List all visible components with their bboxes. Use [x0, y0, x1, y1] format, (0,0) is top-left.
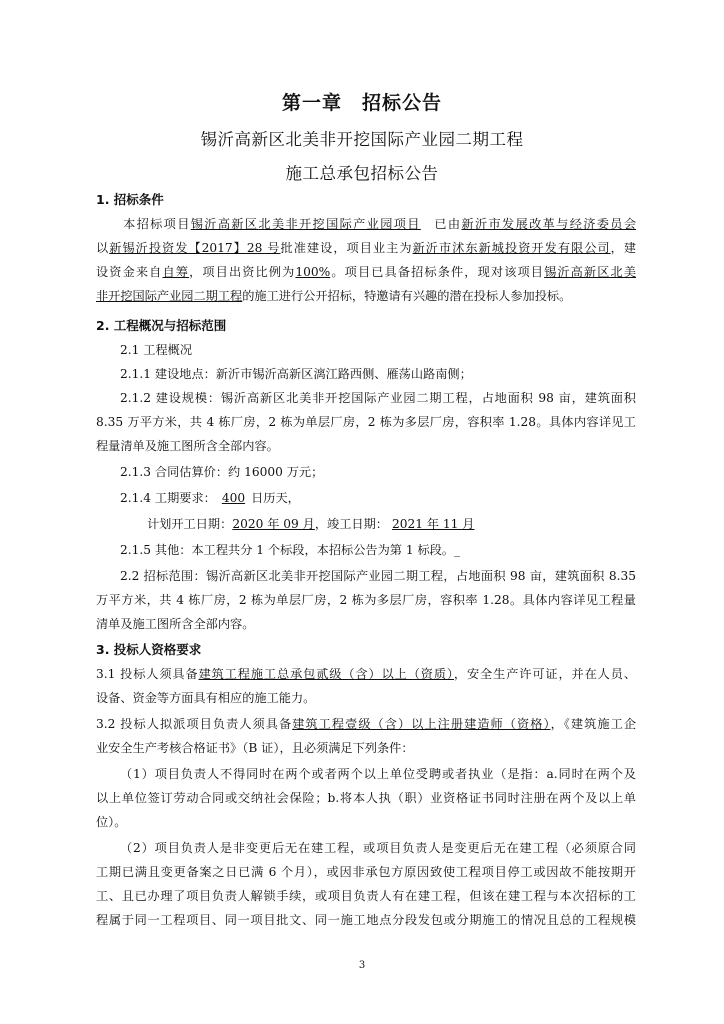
underlined-field: 建筑工程壹级（含）以上注册建造师（资格） [292, 717, 551, 731]
text-run: 已由 [420, 217, 462, 231]
underlined-field: 自筹 [162, 265, 190, 279]
condition-line: （1）项目负责人不得同时在两个或者两个以上单位受聘或者执业（是指：a.同时在两个及 [120, 767, 636, 781]
underlined-field: 新沂市沭东新城投资开发有限公司 [412, 241, 611, 255]
scale-line: 8.35 万平方米，共 4 栋厂房，2 栋为单层厂房，2 栋为多层厂房，容积率 1.28。具体内容详见工 [96, 415, 636, 429]
underlined-field: 2021 年 11 月 [391, 517, 475, 531]
text-run: ，《建筑施工企 [550, 717, 636, 731]
condition-line: 程属于同一工程项目、同一项目批文、同一施工地点分段发包或分期施工的情况且总的工程规模 [96, 913, 636, 927]
overview-heading: 2.1 工程概况 [120, 343, 193, 357]
condition-line: （2）项目负责人是非变更后无在建工程，或项目负责人是变更后无在建工程（必须原合同 [120, 841, 636, 855]
text-run: ，安全生产许可证，并在人员、 [453, 667, 636, 681]
underlined-field: 新沂市发展改革与经济委员会 [461, 217, 636, 231]
underlined-field: 400 [221, 491, 246, 505]
section-3-heading: 3. 投标人资格要求 [96, 642, 202, 657]
underlined-field: 非开挖国际产业园二期工程 [96, 289, 243, 303]
qualification-line [96, 666, 636, 682]
underlined-field: 新锡沂投资发【2017】28 号 [109, 241, 281, 255]
qualification-line: 设备、资金等方面具有相应的施工能力。 [96, 691, 316, 705]
location-line: 2.1.1 建设地点：新沂市锡沂高新区漓江路西侧、雁荡山路南侧； [120, 367, 472, 381]
underlined-field: 建筑工程施工总承包贰级（含）以上（资质） [198, 667, 454, 681]
underlined-field: 2020 年 09 月 [232, 517, 315, 531]
qualification-line [96, 716, 636, 732]
scope-line: 清单及施工图所含全部内容。 [96, 617, 255, 631]
period-line [120, 490, 660, 506]
text-run: 3.2 投标人拟派项目负责人须具备 [96, 717, 293, 731]
text-run: 。项目已具备招标条件，现对该项目 [330, 265, 545, 279]
text-run: 的施工进行公开招标，特邀请有兴趣的潜在投标人参加投标。 [242, 289, 572, 303]
s1-paragraph-line [96, 264, 636, 280]
text-run: 批准建设，项目业主为 [280, 241, 413, 255]
section-2-heading: 2. 工程概况与招标范围 [96, 318, 227, 333]
underlined-field: 100% [295, 265, 331, 279]
chapter-title: 第一章 招标公告 [281, 92, 442, 114]
scope-line: 2.2 招标范围：锡沂高新区北美非开挖国际产业园二期工程，占地面积 98 亩，建筑面积 8.35 [120, 569, 636, 583]
s1-paragraph-line [96, 288, 636, 304]
scope-line: 万平方米，共 4 栋厂房，2 栋为单层厂房，2 栋为多层厂房，容积率 1.28。具体内容详见工程量 [96, 593, 636, 607]
notice-title: 施工总承包招标公告 [285, 164, 439, 183]
estimate-line: 2.1.3 合同估算价：约 16000 万元； [120, 465, 324, 479]
text-run: 设资金来自 [96, 265, 163, 279]
text-run: 以 [96, 241, 110, 255]
section-1-heading: 1. 招标条件 [96, 192, 164, 207]
text-run: 2.1.4 工期要求： [120, 491, 216, 505]
text-run: 3.1 投标人须具备 [96, 667, 199, 681]
page-number: 3 [358, 960, 366, 971]
text-run: 日历天， [251, 491, 300, 505]
text-run: 本招标项目 [96, 217, 191, 231]
scale-line: 程量清单及施工图所含全部内容。 [96, 439, 279, 453]
condition-line: 位）。 [96, 815, 127, 829]
underlined-field: 锡沂高新区北美 [544, 265, 636, 279]
condition-line: 工、且已办理了项目负责人解锁手续，或项目负责人有在建工程，但该在建工程与本次招标的工 [96, 889, 636, 903]
text-run: 计划开工日期： [147, 517, 233, 531]
s1-paragraph-line [96, 216, 636, 232]
s1-paragraph-line [96, 240, 636, 256]
text-run: ，竣工日期： [314, 517, 388, 531]
project-title: 锡沂高新区北美非开挖国际产业园二期工程 [200, 130, 524, 149]
text-run: ，建 [610, 241, 636, 255]
condition-line: 以上单位签订劳动合同或交纳社会保险；b.将本人执（职）业资格证书同时注册在两个及以上单 [96, 791, 636, 805]
plan-line [147, 516, 687, 532]
condition-line: 工期已满且变更备案之日已满 6 个月），或因非承包方原因致使工程项目停工或因故不能按期开 [96, 865, 636, 879]
qualification-line: 业安全生产考核合格证书》（B 证），且必须满足下列条件： [96, 741, 414, 755]
underlined-field: 锡沂高新区北美非开挖国际产业园项目 [190, 217, 421, 231]
other-line: 2.1.5 其他：本工程共分 1 个标段，本招标公告为第 1 标段。_ [120, 543, 461, 557]
scale-line: 2.1.2 建设规模：锡沂高新区北美非开挖国际产业园二期工程，占地面积 98 亩，建筑面积 [120, 391, 636, 405]
text-run: ，项目出资比例为 [189, 265, 296, 279]
